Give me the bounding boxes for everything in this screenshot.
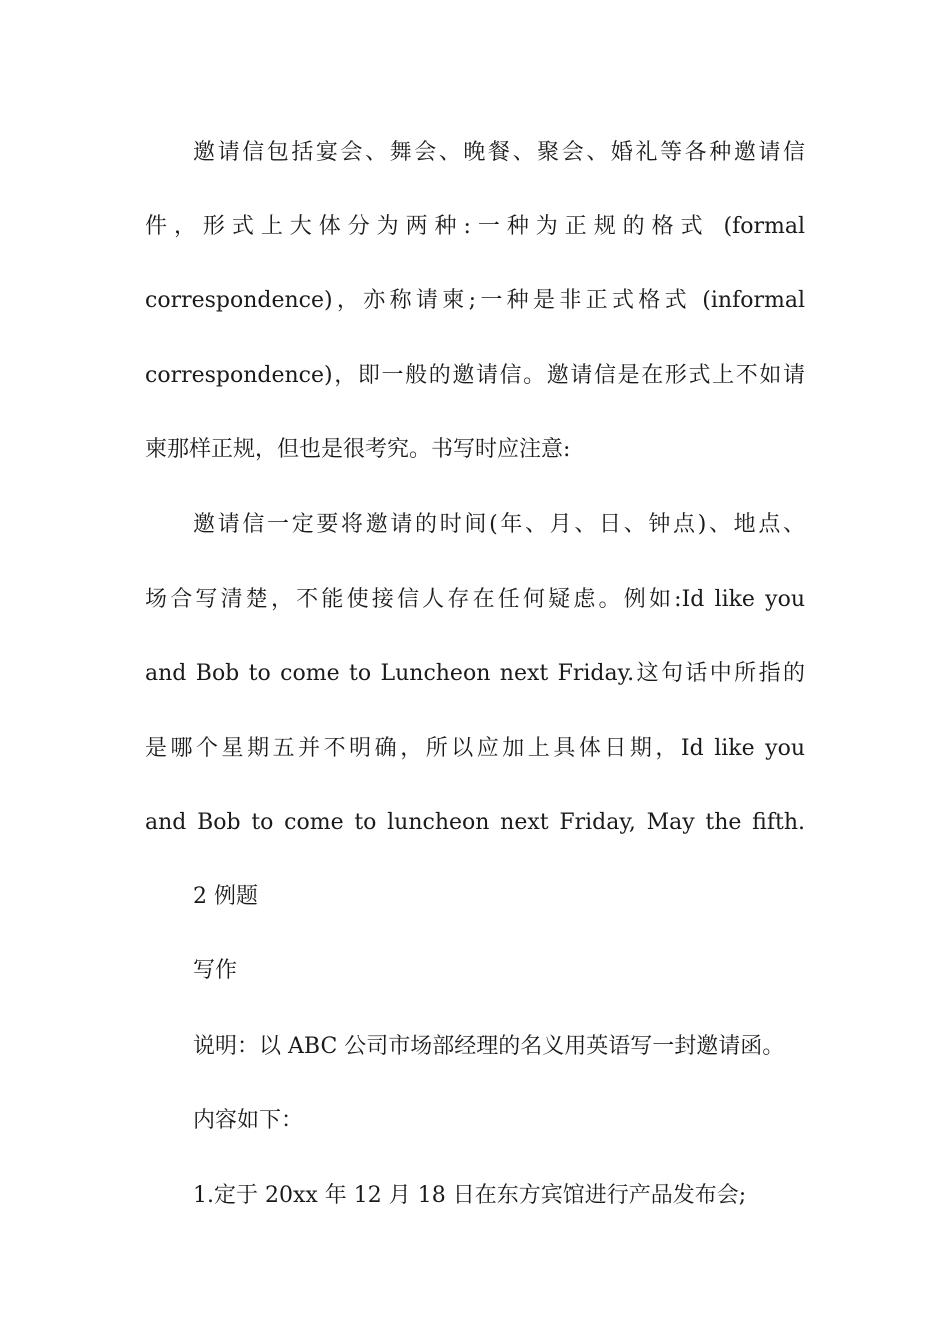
content-heading: 内容如下： [193,1108,304,1133]
paragraph-1-line-2: 件，形式上大体分为两种:一种为正规的格式 (formal [145,214,805,239]
section-heading-writing: 写作 [193,958,238,983]
list-item-1: 1.定于 20xx 年 12 月 18 日在东方宾馆进行产品发布会; [193,1183,747,1208]
paragraph-1-line-5: 柬那样正规，但也是很考究。书写时应注意: [145,437,571,462]
instruction-text: 说明：以 ABC 公司市场部经理的名义用英语写一封邀请函。 [193,1034,785,1059]
paragraph-1-line-4: correspondence)，即一般的邀请信。邀请信是在形式上不如请 [145,363,805,388]
paragraph-1-line-3: correspondence)，亦称请柬;一种是非正式格式 (informal [145,288,805,313]
paragraph-2-line-2: 场合写清楚，不能使接信人存在任何疑虑。例如:Id like you [145,587,805,612]
paragraph-1-line-1: 邀请信包括宴会、舞会、晚餐、聚会、婚礼等各种邀请信 [193,140,805,165]
paragraph-2-line-5: and Bob to come to luncheon next Friday, May the fifth. [145,810,805,835]
section-heading-example: 2 例题 [193,884,258,909]
paragraph-2-line-4: 是哪个星期五并不明确，所以应加上具体日期，Id like you [145,736,805,761]
paragraph-2-line-3: and Bob to come to Luncheon next Friday.这句话中所指的 [145,661,805,686]
paragraph-2-line-1: 邀请信一定要将邀请的时间(年、月、日、钟点)、地点、 [193,512,805,537]
